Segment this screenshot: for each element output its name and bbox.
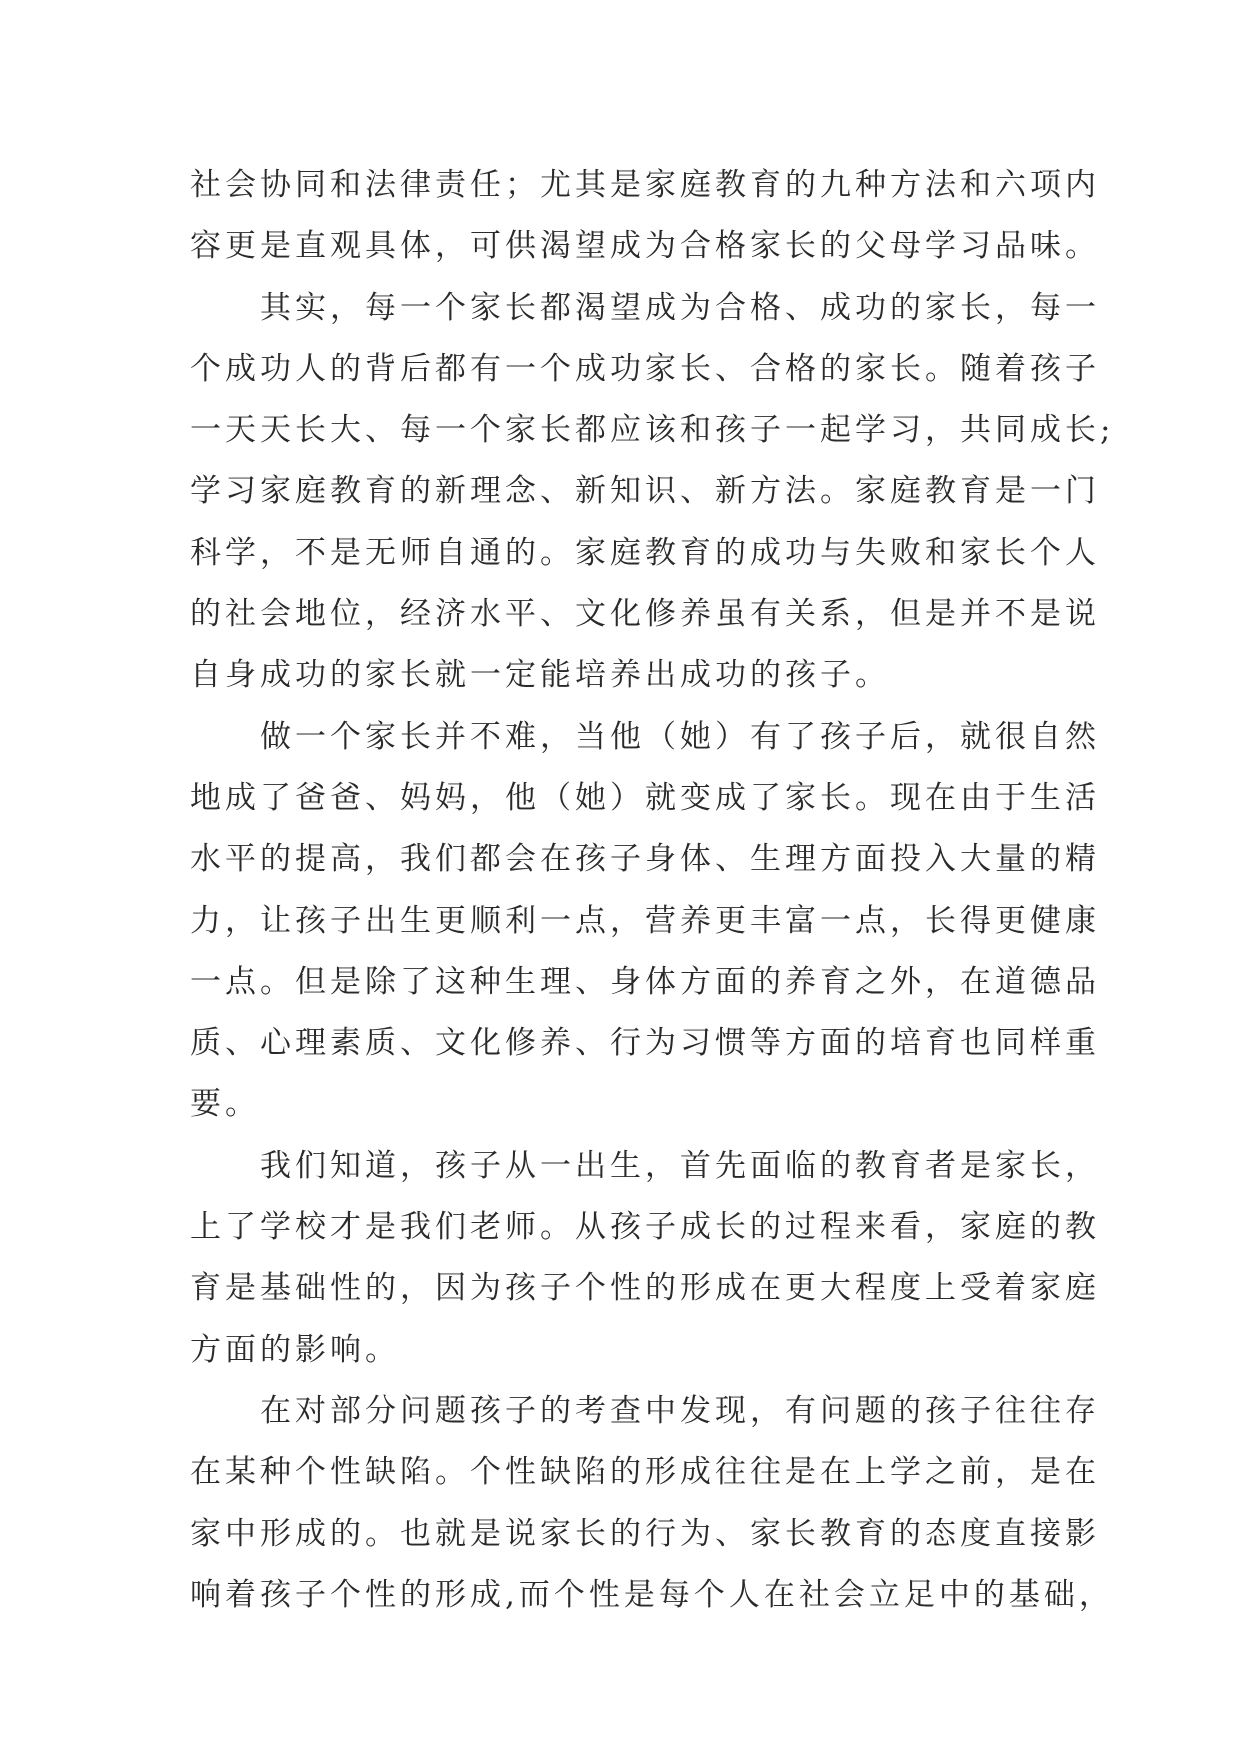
text-line: 响着孩子个性的形成,而个性是每个人在社会立足中的基础， (190, 1576, 1114, 1613)
text-line: 要。 (190, 1086, 260, 1123)
text-line: 地成了爸爸、妈妈，他（她）就变成了家长。现在由于生活 (190, 779, 1100, 816)
text-line: 方面的影响。 (190, 1331, 400, 1368)
text-line: 一天天长大、每一个家长都应该和孩子一起学习，共同成长; (190, 412, 1115, 449)
text-line: 质、心理素质、文化修养、行为习惯等方面的培育也同样重 (190, 1025, 1100, 1062)
text-line: 家中形成的。也就是说家长的行为、家长教育的态度直接影 (190, 1515, 1100, 1552)
text-line: 一点。但是除了这种生理、身体方面的养育之外，在道德品 (190, 963, 1100, 1000)
text-line: 社会协同和法律责任；尤其是家庭教育的九种方法和六项内 (190, 167, 1100, 203)
text-line: 力，让孩子出生更顺利一点，营养更丰富一点，长得更健康 (190, 902, 1100, 939)
text-line: 容更是直观具体，可供渴望成为合格家长的父母学习品味。 (190, 228, 1100, 265)
text-line: 个成功人的背后都有一个成功家长、合格的家长。随着孩子 (190, 350, 1100, 387)
body-text (190, 155, 1115, 1626)
text-line: 自身成功的家长就一定能培养出成功的孩子。 (190, 657, 890, 694)
text-line: 上了学校才是我们老师。从孩子成长的过程来看，家庭的教 (190, 1209, 1100, 1246)
text-line: 科学，不是无师自通的。家庭教育的成功与失败和家长个人 (190, 534, 1100, 571)
text-line: 的社会地位，经济水平、文化修养虽有关系，但是并不是说 (190, 596, 1100, 633)
text-line: 在对部分问题孩子的考查中发现，有问题的孩子往往存 (260, 1392, 1100, 1429)
text-line: 水平的提高，我们都会在孩子身体、生理方面投入大量的精 (190, 841, 1100, 878)
text-line: 我们知道，孩子从一出生，首先面临的教育者是家长， (260, 1147, 1100, 1184)
text-line: 育是基础性的，因为孩子个性的形成在更大程度上受着家庭 (190, 1270, 1100, 1307)
text-line: 做一个家长并不难，当他（她）有了孩子后，就很自然 (260, 718, 1100, 755)
text-line: 学习家庭教育的新理念、新知识、新方法。家庭教育是一门 (190, 473, 1100, 510)
text-line: 在某种个性缺陷。个性缺陷的形成往往是在上学之前，是在 (190, 1454, 1100, 1491)
text-line: 其实，每一个家长都渴望成为合格、成功的家长，每一 (260, 289, 1100, 326)
